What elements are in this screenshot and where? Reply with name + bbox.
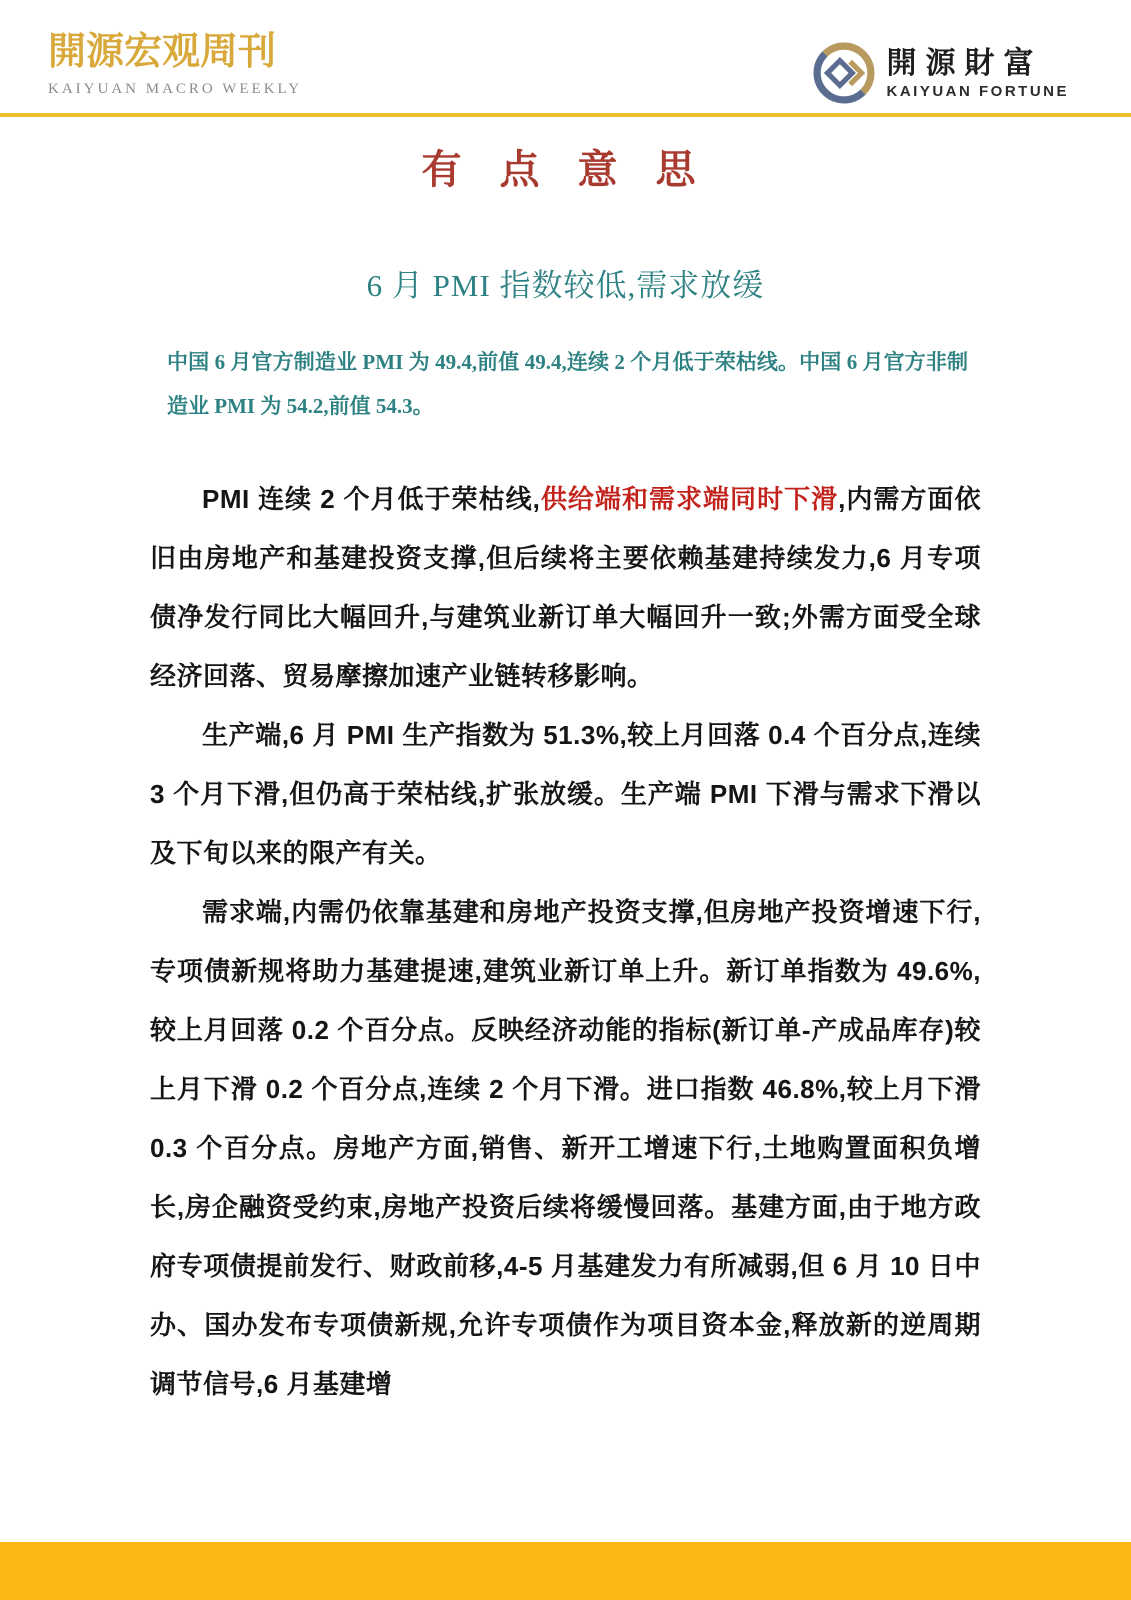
highlighted-text: 供给端和需求端同时下滑 — [540, 484, 839, 514]
body-paragraph — [150, 706, 981, 883]
kaiyuan-fortune-logo — [813, 42, 1070, 104]
kaiyuan-circle-k-icon — [813, 42, 875, 104]
body-paragraph — [150, 470, 981, 706]
brand-subtitle: KAIYUAN MACRO WEEKLY — [48, 80, 303, 97]
brand — [48, 30, 302, 98]
bottom-bar — [0, 1542, 1131, 1600]
body-paragraph — [150, 883, 981, 1414]
article-summary: 中国 6 月官方制造业 PMI 为 49.4,前值 49.4,连续 2 个月低于荣枯线。中国 6 月官方非制造业 PMI 为 54.2,前值 54.3。 — [167, 350, 968, 418]
paragraph-text: 需求端,内需仍依靠基建和房地产投资支撑,但房地产投资增速下行,专项债新规将助力基建提速,建筑业新订单上升。新订单指数为 49.6%,较上月回落 0.2 个百分点。反映经济动能的指标(新订单-产成品库存)较上月下滑 0.2 个百分点,连续 2 个月下滑。进口指数 46.8%,较上月下滑 0.3 个百分点。房地产方面,销售、新开工增速下行,土地购置面积负增长,房企融资受约束,房地产投资后续将缓慢回落。基建方面,由于地方政府专项债提前发行、财政前移,4-5 月基建发力有所减弱,但 6 月 10 日中办、国办发布专项债新规,允许专项债作为项目资本金,释放新的逆周期调节信号,6 月基建增 — [150, 897, 981, 1399]
brand-title: 開源宏观周刊 — [48, 31, 277, 73]
article-title: 6 月 PMI 指数较低,需求放缓 — [366, 268, 765, 303]
logo-subtitle: KAIYUAN FORTUNE — [886, 82, 1069, 100]
header-divider-line — [0, 113, 1131, 117]
paragraph-text: PMI 连续 2 个月低于荣枯线, — [202, 484, 541, 514]
logo-name: 開源財富 — [886, 46, 1043, 80]
paragraph-text: 生产端,6 月 PMI 生产指数为 51.3%,较上月回落 0.4 个百分点,连续 3 个月下滑,但仍高于荣枯线,扩张放缓。生产端 PMI 下滑与需求下滑以及下旬以来的限产有关。 — [150, 720, 981, 868]
logo-text — [887, 47, 1070, 100]
article-body — [150, 470, 981, 1414]
paragraph-text: ,内需方面依旧由房地产和基建投资支撑,但后续将主要依赖基建持续发力,6 月专项债净发行同比大幅回升,与建筑业新订单大幅回升一致;外需方面受全球经济回落、贸易摩擦加速产业链转移影响。 — [150, 484, 981, 691]
column-title: 有 点 意 思 — [421, 147, 710, 192]
